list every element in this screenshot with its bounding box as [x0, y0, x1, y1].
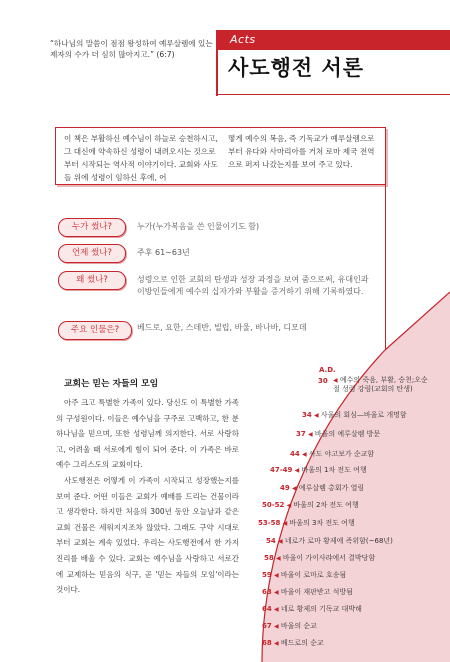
arrow-left-icon: ◀ — [273, 640, 279, 647]
timeline-year: 54 — [266, 537, 276, 545]
fact-label-author: 누가 썼나? — [58, 218, 126, 237]
timeline-event — [318, 376, 328, 386]
timeline-text: 네로가 로마 황제에 즉위함(~68년) — [284, 537, 393, 545]
timeline-year: 47-49 — [270, 466, 293, 474]
timeline-year: 68 — [262, 639, 272, 647]
fact-label-date: 언제 썼나? — [58, 244, 126, 263]
timeline-event — [270, 465, 367, 476]
fact-label-purpose: 왜 썼나? — [58, 271, 126, 290]
intro-text-right: 떻게 예수의 복음, 즉 기독교가 예루살렘으로부터 유다와 사마리아를 거쳐 로마 제국 전역으로 퍼져 나갔는지를 보여 주고 있다. — [228, 134, 375, 169]
arrow-left-icon: ◀ — [273, 572, 279, 579]
timeline-event — [280, 483, 364, 494]
timeline-year: 53-58 — [258, 519, 281, 527]
timeline-era: A.D. — [319, 366, 336, 374]
timeline-text: 바울이 재판받고 석방됨 — [280, 588, 353, 596]
timeline-text: 바울의 예루살렘 방문 — [314, 430, 381, 438]
timeline-event — [262, 570, 346, 581]
timeline-year: 50-52 — [262, 501, 285, 509]
fact-answer-people: 베드로, 요한, 스데반, 빌립, 바울, 바나바, 디모데 — [137, 323, 307, 332]
section-paragraph: 사도행전은 어떻게 이 가족이 시작되고 성장했는지를 보여 준다. 어떤 이들은 교회가 예배를 드리는 건물이라고 생각한다. 하지만 처음의 300년 동안 오늘날과 같은 교회 건물은 세워지지조차 않았다. 그래도 구약 시대로부터 교회는 계속 있었다. 우리는 사도행전에서 한 가지 진리를 배울 수 있다. 교회는 예수님을 사랑하고 서로간에 교제하는 믿음의 식구, 곧 '믿는 자들의 모임'이라는 것이다. — [56, 475, 239, 595]
arrow-left-icon: ◀ — [291, 485, 297, 492]
arrow-left-icon: ◀ — [301, 451, 307, 458]
timeline-event — [290, 449, 374, 460]
fact-answer-author: 누가(누가복음을 쓴 인물이기도 함) — [137, 222, 260, 231]
timeline-event — [262, 500, 359, 511]
timeline-text: 바울의 1차 전도 여행 — [301, 466, 367, 474]
timeline-year: 44 — [290, 450, 300, 458]
timeline-year: 64 — [262, 605, 272, 613]
timeline-text: 바울의 순교 — [280, 622, 317, 630]
timeline-text: 바울의 3차 전도 여행 — [289, 519, 355, 527]
timeline-text: 사도 야고보가 순교함 — [308, 450, 375, 458]
timeline-year: 63 — [262, 588, 272, 596]
timeline-event — [302, 410, 407, 421]
timeline-event — [262, 604, 362, 615]
timeline-year: 49 — [280, 484, 290, 492]
fact-answer-purpose: 성령으로 인한 교회의 탄생과 성장 과정을 보여 줌으로써, 유대인과 이방인들에게 예수의 십자가와 부활을 증거하기 위해 기록하였다. — [137, 275, 369, 296]
book-english-name: Acts — [230, 33, 256, 46]
timeline-year: 37 — [296, 430, 306, 438]
timeline-event — [262, 621, 317, 632]
timeline-text: 바울이 로마로 호송됨 — [280, 571, 347, 579]
timeline-event — [262, 638, 324, 649]
timeline-text: 예수의 죽음, 부활, 승천;오순절 성령 강림(교회의 탄생) — [333, 376, 428, 393]
arrow-left-icon: ◀ — [286, 502, 292, 509]
timeline-event — [262, 587, 353, 598]
timeline-event — [266, 536, 393, 547]
timeline-text: 베드로의 순교 — [280, 639, 324, 647]
page-quote: “하나님의 말씀이 점점 왕성하여 예루살렘에 있는 제자의 수가 더 심히 많아지고.” (6:7) — [50, 39, 213, 59]
timeline-year: 59 — [262, 571, 272, 579]
intro-text-left: 이 책은 부활하신 예수님이 하늘로 승천하시고, 그 대신에 약속하신 성령이 내려오시는 것으로부터 시작되는 역사적 이야기이다. 교회와 사도들 위에 성령이 임하신 후에, 어 — [64, 134, 218, 182]
timeline-text: 네로 황제의 기독교 대박해 — [280, 605, 362, 613]
arrow-left-icon: ◀ — [277, 538, 283, 545]
fact-answer-date: 주후 61~63년 — [137, 248, 190, 257]
arrow-left-icon: ◀ — [273, 589, 279, 596]
timeline-event-text — [333, 376, 428, 394]
timeline-year: 58 — [264, 554, 274, 562]
timeline-text: 바울이 가이사랴에서 결박당함 — [282, 554, 376, 562]
timeline-text: 사울의 회심—바울로 개명함 — [320, 411, 407, 419]
timeline-event — [258, 518, 355, 529]
timeline-text: 예루살렘 총회가 열림 — [298, 484, 365, 492]
timeline-text: 바울의 2차 전도 여행 — [293, 501, 359, 509]
arrow-left-icon: ◀ — [273, 623, 279, 630]
timeline-year: 67 — [262, 622, 272, 630]
arrow-left-icon: ◀ — [313, 412, 319, 419]
arrow-left-icon: ◀ — [294, 467, 300, 474]
page-title: 사도행전 서론 — [228, 56, 365, 80]
arrow-left-icon: ◀ — [307, 431, 313, 438]
fact-label-people: 주요 인물은? — [58, 321, 132, 340]
arrow-left-icon: ◀ — [273, 606, 279, 613]
timeline-year: 30 — [318, 377, 328, 385]
arrow-left-icon: ◀ — [333, 377, 338, 384]
arrow-left-icon: ◀ — [275, 555, 281, 562]
timeline-event — [296, 429, 380, 440]
timeline-event — [264, 553, 375, 564]
section-heading: 교회는 믿는 자들의 모임 — [64, 379, 159, 389]
arrow-left-icon: ◀ — [282, 520, 288, 527]
section-paragraph: 아주 크고 특별한 가족이 있다. 당신도 이 특별한 가족의 구성원이다. 이들은 예수님을 구주로 고백하고, 한 분 하나님을 믿으며, 또한 성령님께 의지한다. 서로 사랑하고, 어려울 때 서로에게 힘이 되어 준다. 이 가족은 바로 예수 그리스도의 교회이다. — [56, 398, 239, 470]
timeline-year: 34 — [302, 411, 312, 419]
